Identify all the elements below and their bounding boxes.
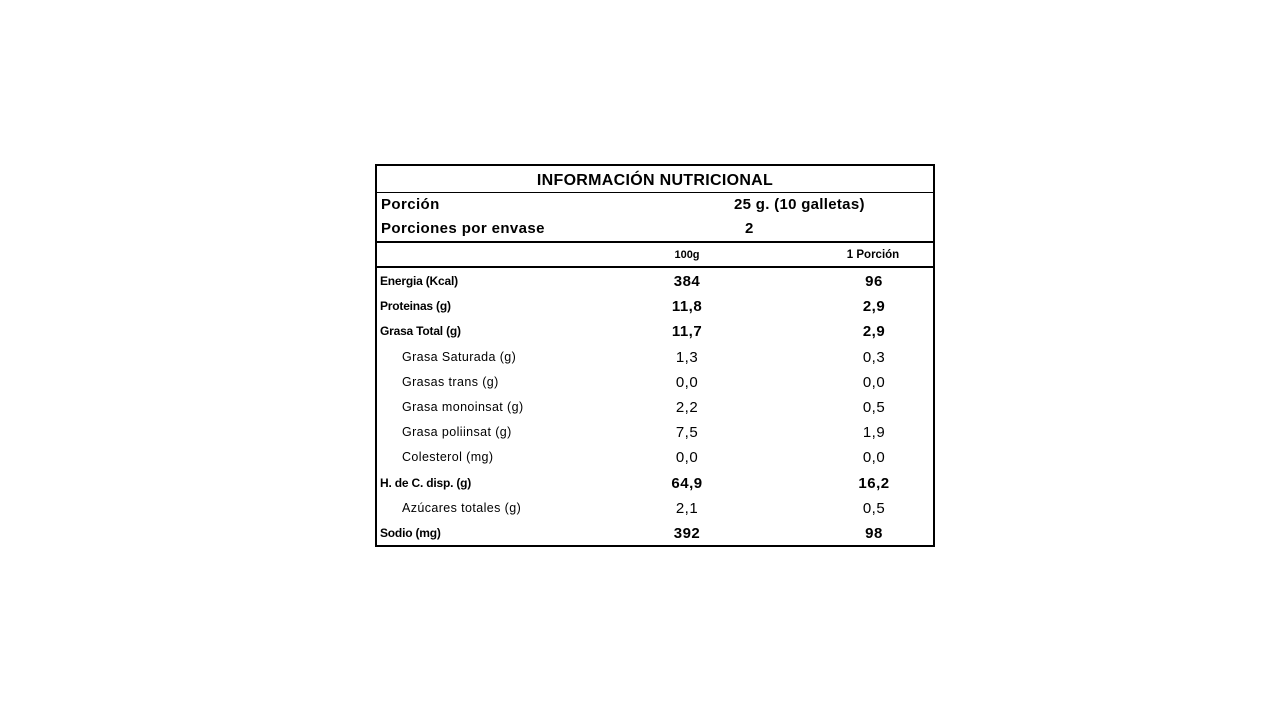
nutrient-name: Colesterol (mg)	[402, 450, 494, 465]
table-row	[377, 294, 933, 319]
table-row	[377, 471, 933, 496]
value-per-100g: 2,2	[675, 399, 699, 416]
nutrient-name: Grasas trans (g)	[402, 374, 499, 389]
value-per-portion: 0,5	[862, 399, 886, 416]
nutrient-name: Grasa Total (g)	[380, 324, 461, 339]
portions-per-pack-value: 2	[745, 220, 754, 237]
table-row	[377, 445, 933, 470]
nutrient-name: Sodio (mg)	[380, 526, 441, 540]
table-row	[377, 269, 933, 294]
nutrient-name: Energia (Kcal)	[380, 274, 458, 288]
table-row	[377, 420, 933, 445]
value-per-100g: 0,0	[675, 373, 699, 391]
value-per-100g: 7,5	[675, 424, 699, 442]
nutrient-name: Azúcares totales (g)	[402, 500, 522, 515]
nutrient-name: Proteinas (g)	[380, 299, 451, 314]
value-per-portion: 96	[865, 273, 883, 290]
column-header-100g: 100g	[674, 249, 700, 261]
table-row	[377, 521, 933, 546]
value-per-100g: 2,1	[675, 499, 699, 517]
nutrient-name: Grasa poliinsat (g)	[402, 425, 512, 440]
table-row	[377, 370, 933, 395]
table-row	[377, 319, 933, 344]
value-per-portion: 98	[865, 525, 883, 542]
value-per-100g: 384	[673, 273, 701, 290]
nutrient-name: H. de C. disp. (g)	[380, 475, 472, 490]
portions-per-pack-label: Porciones por envase	[381, 220, 545, 237]
value-per-100g: 64,9	[671, 474, 703, 492]
column-header-divider	[377, 266, 933, 268]
value-per-100g: 392	[673, 525, 701, 542]
nutrient-name: Grasa Saturada (g)	[402, 349, 517, 364]
value-per-portion: 2,9	[862, 298, 886, 316]
value-per-100g: 11,7	[671, 323, 703, 341]
value-per-100g: 0,0	[675, 449, 699, 467]
table-title: INFORMACIÓN NUTRICIONAL	[377, 166, 933, 193]
column-header-portion: 1 Porción	[846, 249, 900, 261]
table-row	[377, 496, 933, 521]
header-divider	[377, 241, 933, 243]
value-per-100g: 1,3	[675, 348, 699, 366]
portions-per-pack-row	[377, 218, 933, 240]
portion-value: 25 g. (10 galletas)	[734, 196, 865, 213]
nutrient-name: Grasa monoinsat (g)	[402, 400, 524, 414]
nutrition-facts-table	[375, 164, 935, 547]
portion-label: Porción	[381, 196, 440, 213]
value-per-portion: 0,0	[862, 373, 886, 391]
value-per-portion: 0,0	[862, 449, 886, 467]
value-per-portion: 2,9	[862, 323, 886, 341]
table-row	[377, 395, 933, 420]
portion-row	[377, 194, 933, 216]
value-per-portion: 1,9	[862, 424, 886, 442]
value-per-portion: 0,3	[862, 348, 886, 366]
table-row	[377, 345, 933, 370]
value-per-100g: 11,8	[671, 298, 703, 316]
value-per-portion: 0,5	[862, 499, 886, 517]
value-per-portion: 16,2	[858, 474, 890, 492]
